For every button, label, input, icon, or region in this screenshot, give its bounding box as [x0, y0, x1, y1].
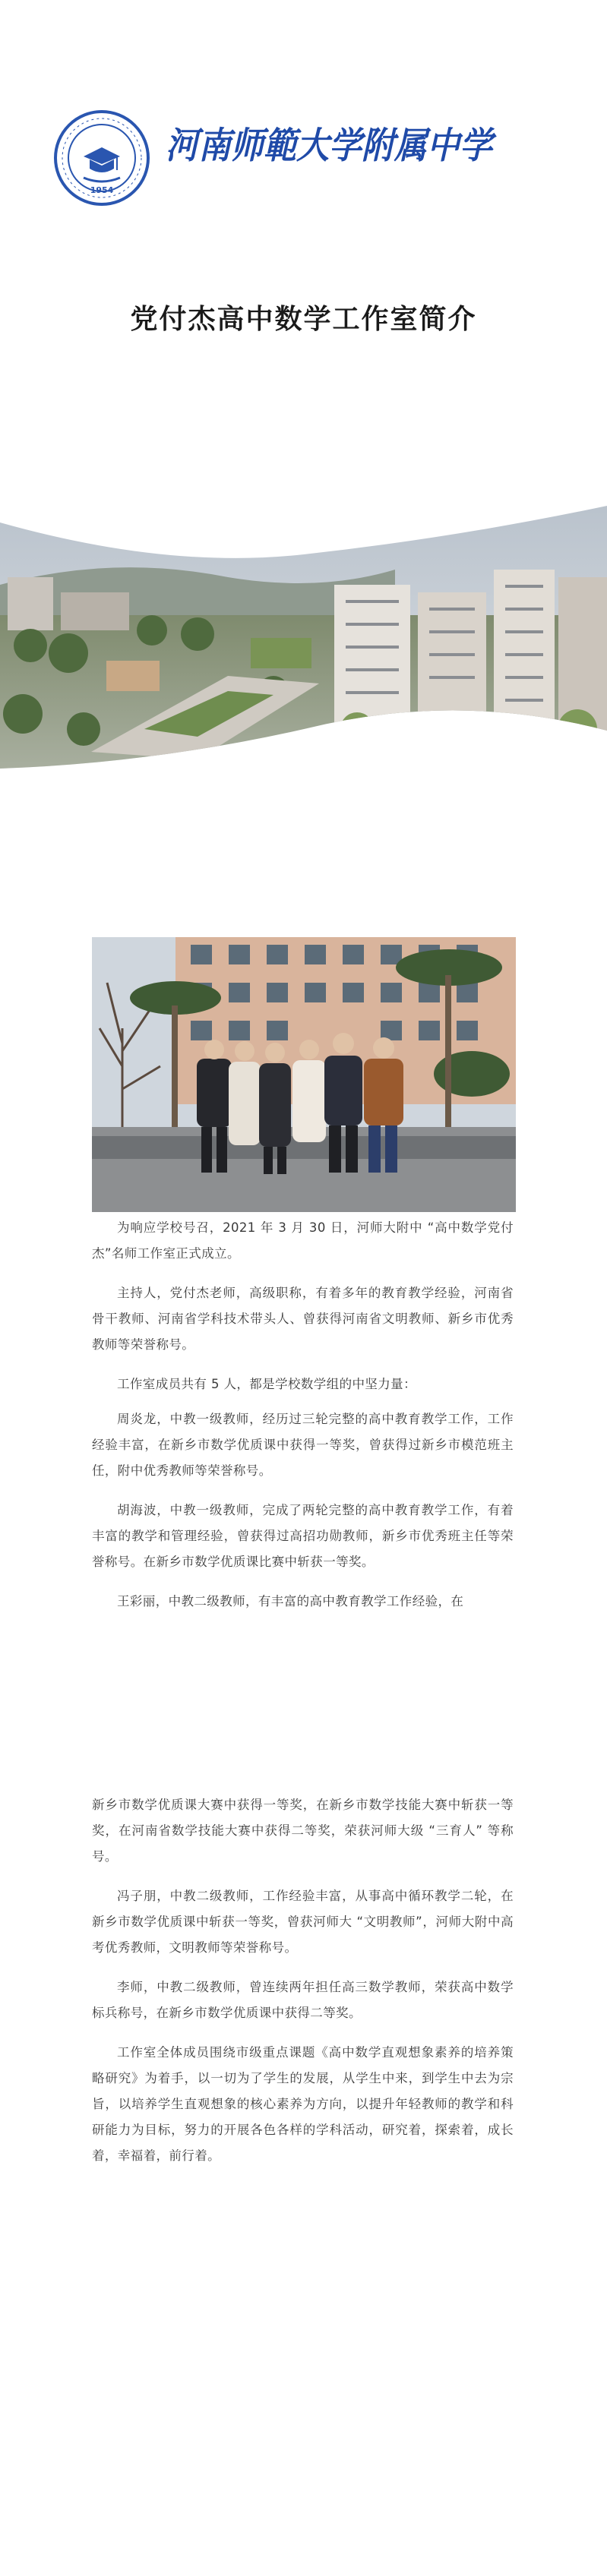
- members-intro-paragraph: 工作室成员共有 5 人，都是学校数学组的中坚力量：: [117, 1377, 416, 1391]
- campus-aerial-photo: [0, 501, 607, 790]
- school-name-text: 河南师範大学附属中学: [166, 125, 497, 167]
- member-li-paragraph: 李师，中教二级教师，曾连续两年担任高三数学教师，荣获高中数学标兵称号，在新乡市数学优质课中获得二等奖。: [92, 1980, 514, 2020]
- page-title: 党付杰高中数学工作室简介: [130, 304, 477, 335]
- member-feng-paragraph: 冯子朋，中教二级教师，工作经验丰富，从事高中循环教学二轮，在新乡市数学优质课中斩获一等奖，曾获河师大 “文明教师”，河师大附中高考优秀教师，文明教师等荣誉称号。: [92, 1889, 514, 1955]
- member-zhou-paragraph: 周炎龙，中教一级教师，经历过三轮完整的高中教育教学工作，工作经验丰富，在新乡市数学优质课中获得一等奖，曾获得过新乡市模范班主任，附中优秀教师等荣誉称号。: [92, 1412, 514, 1478]
- member-wang-paragraph-cont: 新乡市数学优质课大赛中获得一等奖，在新乡市数学技能大赛中斩获一等奖，在河南省数学技能大赛中获得二等奖，荣获河师大级 “三育人” 等称号。: [92, 1798, 514, 1864]
- intro-paragraph: 为响应学校号召，2021 年 3 月 30 日，河师大附中 “高中数学党付杰”名师工作室正式成立。: [92, 1220, 514, 1261]
- host-paragraph: 主持人，党付杰老师，高级职称，有着多年的教育教学经验，河南省骨干教师、河南省学科技术带头人、曾获得河南省文明教师、新乡市优秀教师等荣誉称号。: [92, 1286, 514, 1352]
- research-summary-paragraph: 工作室全体成员围绕市级重点课题《高中数学直观想象素养的培养策略研究》为着手，以一切为了学生的发展，从学生中来，到学生中去为宗旨，以培养学生直观想象的核心素养为方向，以提升年轻教师的教学和科研能力为目标，努力的开展各色各样的学科活动，研究着，探索着，成长着，幸福着，前行着。: [92, 2045, 514, 2163]
- team-group-photo: [92, 937, 516, 1212]
- member-wang-paragraph-start: 王彩丽，中教二级教师，有丰富的高中教育教学工作经验，在: [117, 1594, 464, 1608]
- school-name-wordmark: [163, 115, 497, 170]
- member-hu-paragraph: 胡海波，中教一级教师，完成了两轮完整的高中教育教学工作，有着丰富的教学和管理经验，曾获得过高招功勋教师，新乡市优秀班主任等荣誉称号。在新乡市数学优质课比赛中斩获一等奖。: [92, 1503, 514, 1569]
- seal-year: 1954: [90, 185, 114, 195]
- school-seal-logo: [53, 109, 150, 207]
